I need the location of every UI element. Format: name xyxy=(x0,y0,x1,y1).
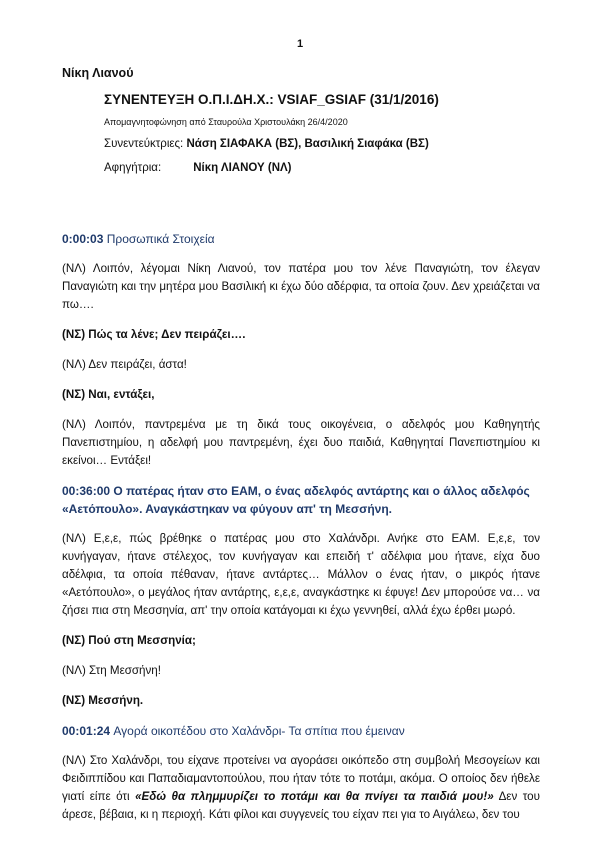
author-name: Νίκη Λιανού xyxy=(62,66,134,80)
transcription-note: Απομαγνητοφώνηση από Σταυρούλα Χριστουλάκη 26/4/2020 xyxy=(104,117,348,127)
section-timestamp: 00:01:24 xyxy=(62,724,111,738)
narrator-paragraph xyxy=(62,752,540,824)
section-title: Αγορά οικοπέδου στο Χαλάνδρι- Τα σπίτια που έμειναν xyxy=(113,724,405,738)
narrator-paragraph: (ΝΛ) Δεν πειράζει, άστα! xyxy=(62,358,187,371)
section-timestamp: 0:00:03 xyxy=(62,232,104,246)
section-title: Ο πατέρας ήταν στο ΕΑΜ, ο ένας αδελφός αντάρτης και ο άλλος αδελφός «Αετόπουλο». Αναγκάστηκαν να φύγουν απ' τη Μεσσήνη. xyxy=(62,484,530,516)
interviewer-question: (ΝΣ) Μεσσήνη. xyxy=(62,694,144,707)
quoted-speech: «Εδώ θα πλημμυρίζει το ποτάμι και θα πνίγει τα παιδιά μου!» xyxy=(135,790,494,803)
narrator-value: Νίκη ΛΙΑΝΟΥ (ΝΛ) xyxy=(193,162,292,174)
interviewer-question: (ΝΣ) Πώς τα λένε; Δεν πειράζει…. xyxy=(62,328,246,341)
section-heading xyxy=(62,482,540,518)
narrator-line xyxy=(104,162,292,174)
section-title: Προσωπικά Στοιχεία xyxy=(106,232,215,246)
interviewers-line xyxy=(104,138,429,150)
section-heading xyxy=(62,722,540,740)
narrator-paragraph: (ΝΛ) Ε,ε,ε, πώς βρέθηκε ο πατέρας μου στο Χαλάνδρι. Ανήκε στο ΕΑΜ. Ε,ε,ε, τον κυνήγαγαν, ήτανε στέλεχος, τον κυνήγαγαν και επειδή τ' αδέλφια μου ήτανε, είχα δυο αδέλφια, τα οποία πέθαναν, ήτανε αντάρτες… Μάλλον ο ένας ήταν, ο μικρός ήτανε «Αετόπουλο», ο μεγάλος ήταν αντάρτης, ε,ε,ε, αναγκάστηκε κι έφυγε! Δεν μπορούσε να… να ζήσει πια στη Μεσσηνία, απ' την οποία κατάγομαι κι έχω γεννηθεί, αλλά έχω έρθει μωρό. xyxy=(62,532,540,617)
paragraph-text: (ΝΛ) Στο Χαλάνδρι, του είχανε προτείνει να αγοράσει οικόπεδο στη συμβολή Μεσογείων και Φειδιππίδου και Παπαδιαμαντοπούλου, που ήταν τότε το ποτάμι, ακόμα. Ο οποίος δεν ήθελε γιατί είπε ότι xyxy=(62,754,540,803)
interviewers-value: Νάση ΣΙΑΦΑΚΑ (ΒΣ), Βασιλική Σιαφάκα (ΒΣ) xyxy=(186,138,429,150)
section-heading xyxy=(62,230,540,248)
narrator-label: Αφηγήτρια: xyxy=(104,162,162,174)
paragraph-text: Δεν του άρεσε, βέβαια, κι η περιοχή. Κάτι φίλοι και συγγενείς του είχαν πει για το Αιγάλεω, δεν του xyxy=(62,790,540,821)
section-timestamp: 00:36:00 xyxy=(62,484,111,498)
narrator-paragraph: (ΝΛ) Στη Μεσσήνη! xyxy=(62,664,161,677)
interviewers-label: Συνεντεύκτριες: xyxy=(104,138,184,150)
interviewer-question: (ΝΣ) Ναι, εντάξει, xyxy=(62,388,155,401)
narrator-paragraph: (ΝΛ) Λοιπόν, παντρεμένα με τη δικά τους οικογένεια, ο αδελφός μου Καθηγητής Πανεπιστημίου, η αδελφή μου παντρεμένη, έχει δυο παιδιά, Καθηγηταί Πανεπιστημίου κι εκείνοι… Εντάξει! xyxy=(62,418,540,467)
interviewer-question: (ΝΣ) Πού στη Μεσσηνία; xyxy=(62,634,196,647)
transcript-body xyxy=(62,230,540,836)
narrator-paragraph: (ΝΛ) Λοιπόν, λέγομαι Νίκη Λιανού, τον πατέρα μου τον λένε Παναγιώτη, τον έλεγαν Παναγιώτη και την μητέρα μου Βασιλική κι έχω δύο αδέρφια, τα οποία ζουν. Δεν χρειάζεται να πω…. xyxy=(62,262,540,311)
document-title: ΣΥΝΕΝΤΕΥΞΗ Ο.Π.Ι.ΔΗ.Χ.: VSIAF_GSIAF (31/1/2016) xyxy=(104,92,439,107)
page-number: 1 xyxy=(296,38,304,50)
